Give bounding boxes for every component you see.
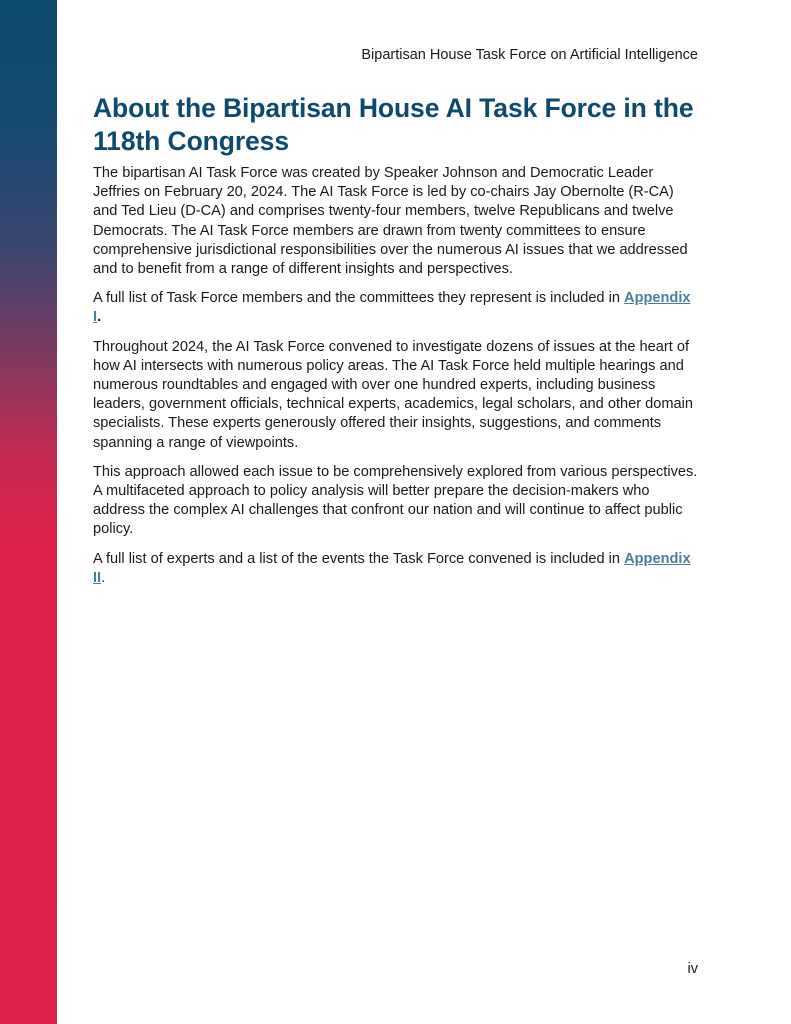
side-color-band (0, 0, 57, 1024)
appendix-ii-link[interactable]: Appendix II (93, 550, 691, 586)
section-title: About the Bipartisan House AI Task Force in the 118th Congress (93, 93, 694, 156)
paragraph-approach: This approach allowed each issue to be comprehensively explored from various perspectives. A multifaceted approach to policy analysis will better prepare the decision-makers who address the complex AI challenges that confront our nation and will continue to affect public policy. (93, 463, 698, 538)
appendix-i-link[interactable]: Appendix I (93, 290, 691, 326)
paragraph-experts-list (93, 550, 700, 588)
main-content (93, 92, 700, 598)
running-header: Bipartisan House Task Force on Artificial Intelligence (361, 47, 698, 63)
page-number: iv (687, 961, 698, 977)
paragraph-members-text: A full list of Task Force members and the committees they represent is included in (93, 290, 625, 307)
paragraph-experts-text: A full list of experts and a list of the events the Task Force convened is included in (93, 550, 625, 567)
paragraph-activities: Throughout 2024, the AI Task Force convened to investigate dozens of issues at the heart of how AI intersects with numerous policy areas. The AI Task Force held multiple hearings and numerous roundtables and engaged with over one hundred experts, including business leaders, government officials, technical experts, academics, legal scholars, and other domain specialists. These experts generously offered their insights, suggestions, and comments spanning a range of viewpoints. (93, 338, 694, 451)
paragraph-experts-end: . (101, 569, 106, 586)
paragraph-members-end: . (97, 309, 102, 326)
paragraph-members-list (93, 289, 700, 327)
paragraph-task-force-creation: The bipartisan AI Task Force was created by Speaker Johnson and Democratic Leader Jeffries on February 20, 2024. The AI Task Force is led by co-chairs Jay Obernolte (R-CA) and Ted Lieu (D-CA) and comprises twenty-four members, twelve Republicans and twelve Democrats. The AI Task Force members are drawn from twenty committees to ensure comprehensive jurisdictional responsibilities over the numerous AI issues that we addressed and to benefit from a range of different insights and perspectives. (93, 165, 688, 278)
